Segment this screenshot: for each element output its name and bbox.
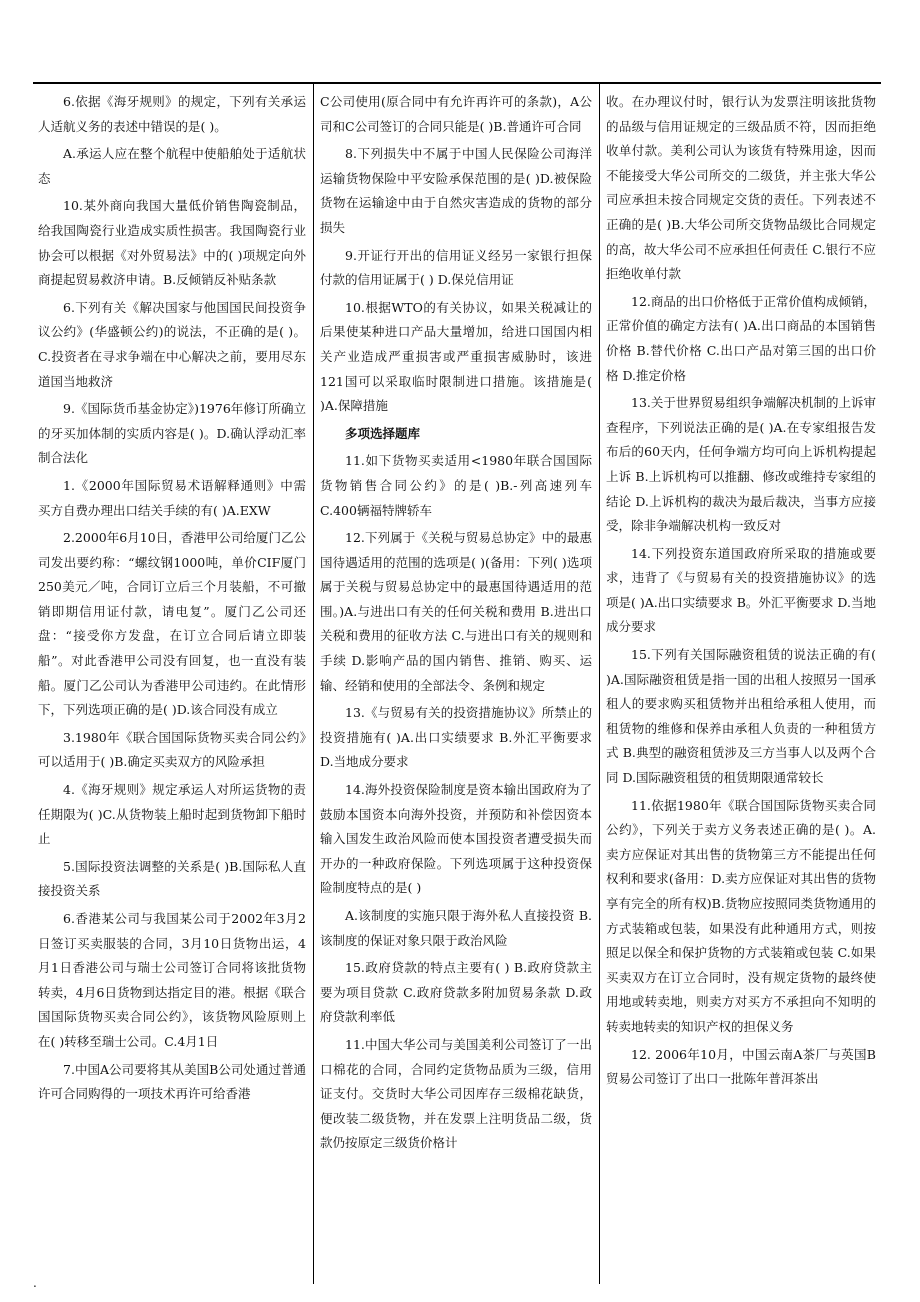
- paragraph: 4.《海牙规则》规定承运人对所运货物的责任期限为( )C.从货物装上船时起到货物卸下船时止: [38, 782, 306, 847]
- paragraph: 2.2000年6月10日，香港甲公司给厦门乙公司发出要约称：“螺纹钢1000吨，单价CIF厦门250美元／吨，合同订立后三个月装船，不可撤销即期信用证付款，请电复”。厦门乙公司还盘：“接受你方发盘，在订立合同后请立即装船”。对此香港甲公司没有回复，也一直没有装船。厦门乙公司认为香港甲公司违约。在此情形下，下列选项正确的是( )D.该合同没有成立: [38, 530, 306, 718]
- paragraph: 13.关于世界贸易组织争端解决机制的上诉审查程序，下列说法正确的是( )A.在专家组报告发布后的60天内，任何争端方均可向上诉机构提起上诉 B.上诉机构可以推翻、修改或维持专家组的结论 D.上诉机构的裁决为最后裁决，当事方应接受，除非争端解决机构一致反对: [606, 395, 876, 534]
- paragraph: 14.下列投资东道国政府所采取的措施或要求，违背了《与贸易有关的投资措施协议》的选项是( )A.出口实绩要求 B。外汇平衡要求 D.当地成分要求: [606, 545, 876, 635]
- column-separator: [599, 84, 600, 1284]
- column-middle: [320, 90, 592, 1280]
- paragraph: 8.下列损失中不属于中国人民保险公司海洋运输货物保险中平安险承保范围的是( )D.被保险货物在运输途中由于自然灾害造成的货物的部分损失: [320, 146, 592, 235]
- paragraph: 11.如下货物买卖适用<1980年联合国国际货物销售合同公约》的是( )B.-列高速列车 C.400辆福特牌轿车: [320, 453, 592, 518]
- column-right: [606, 90, 876, 1280]
- top-rule: [33, 82, 881, 84]
- column-separator: [313, 84, 314, 1284]
- column-left: [38, 90, 306, 1280]
- paragraph: 9.开证行开出的信用证义经另一家银行担保付款的信用证属于( ) D.保兑信用证: [320, 247, 592, 288]
- paragraph: 13.《与贸易有关的投资措施协议》所禁止的投资措施有( )A.出口实绩要求 B.外汇平衡要求 D.当地成分要求: [320, 705, 592, 770]
- paragraph: 12.商品的出口价格低于正常价值构成倾销，正常价值的确定方法有( )A.出口商品的本国销售价格 B.替代价格 C.出口产品对第三国的出口价格 D.推定价格: [606, 293, 876, 383]
- paragraph: 收。在办理议付时，银行认为发票注明该批货物的品级与信用证规定的三级品质不符，因而拒绝收单付款。美利公司认为该货有特殊用途，因而不能接受大华公司所交的二级货，并主张大华公司应承担未按合同规定交货的责任。下列表述不正确的是( )B.大华公司所交货物品级比合同规定的高，故大华公司不应承担任何责任 C.银行不应拒绝收单付款: [606, 94, 876, 282]
- paragraph: 11.中国大华公司与美国美利公司签订了一出口棉花的合同，合同约定货物品质为三级，信用证支付。交货时大华公司因库存三级棉花缺货，便改装二级货物，并在发票上注明货品二级，货款仍按原定三级货价格计: [320, 1036, 592, 1151]
- paragraph: 15.政府贷款的特点主要有( ) B.政府贷款主要为项目贷款 C.政府贷款多附加贸易条款 D.政府贷款利率低: [320, 960, 592, 1025]
- paragraph: C公司使用(原合同中有允许再许可的条款)，A公司和C公司签订的合同只能是( )B.普通许可合同: [320, 94, 592, 134]
- paragraph: 6.依据《海牙规则》的规定，下列有关承运人适航义务的表述中错误的是( )。: [38, 94, 306, 134]
- paragraph: 10.根据WTO的有关协议，如果关税减让的后果使某种进口产品大量增加，给进口国国内相关产业造成严重损害或严重损害威胁时，该进121国可以采取临时限制进口措施。该措施是( )A.保障措施: [320, 299, 592, 414]
- paragraph: 12.下列属于《关税与贸易总协定》中的最惠国待遇适用的范围的选项是( )(备用：下列( )选项属于关税与贸易总协定中的最惠国待遇适用的范围。)A.与进出口有关的任何关税和费用 B.进出口关税和费用的征收方法 C.与进出口有关的规则和手续 D.影响产品的国内销售、推销、购买、运输、经销和使用的全部法令、条例和规定: [320, 530, 592, 693]
- paragraph: 6.香港某公司与我国某公司于2002年3月2日签订买卖服装的合同，3月10日货物出运，4月1日香港公司与瑞士公司签订合同将该批货物转卖，4月6日货物到达指定目的港。根据《联合国国际货物买卖合同公约》，该货物风险原则上在( )转移至瑞士公司。C.4月1日: [38, 911, 306, 1049]
- paragraph: 5.国际投资法调整的关系是( )B.国际私人直接投资关系: [38, 858, 306, 899]
- paragraph: A.承运人应在整个航程中使船舶处于适航状态: [38, 146, 306, 186]
- section-heading: 多项选择题库: [345, 425, 421, 441]
- paragraph: 12. 2006年10月，中国云南A茶厂与英国B贸易公司签订了出口一批陈年普洱茶出: [606, 1046, 876, 1087]
- paragraph: 1.《2000年国际贸易术语解释通则》中需买方自费办理出口结关手续的有( )A.EXW: [38, 477, 306, 518]
- paragraph: 9.《国际货币基金协定》)1976年修订所确立的牙买加体制的实质内容是( )。D.确认浮动汇率制合法化: [38, 401, 306, 466]
- paragraph: 7.中国A公司要将其从美国B公司处通过普通许可合同购得的一项技术再许可给香港: [38, 1061, 306, 1102]
- footer-mark: .: [33, 1276, 37, 1290]
- paragraph: 11.依据1980年《联合国国际货物买卖合同公约》，下列关于卖方义务表述正确的是( )。A.卖方应保证对其出售的货物第三方不能提出任何权利和要求(备用：D.卖方应保证对其出售的货物享有完全的所有权)B.货物应按照同类货物通用的方式装箱或包装，如果没有此种通用方式，则按照足以保全和保护货物的方式装箱或包装 C.如果买卖双方在订立合同时，没有规定货物的最终使用地或转卖地，则卖方对买方不承担向不知明的转卖地转卖的知识产权的担保义务: [606, 797, 876, 1034]
- paragraph: 15.下列有关国际融资租赁的说法正确的有( )A.国际融资租赁是指一国的出租人按照另一国承租人的要求购买租赁物并出租给承租人使用，而租赁物的维修和保养由承租人负责的一种租赁方式 B.典型的融资租赁涉及三方当事人以及两个合同 D.国际融资租赁的租赁期限通常较长: [606, 647, 876, 786]
- paragraph: 10.某外商向我国大量低价销售陶瓷制品，给我国陶瓷行业造成实质性损害。我国陶瓷行业协会可以根据《对外贸易法》中的( )项规定向外商提起贸易救济申请。B.反倾销反补贴条款: [38, 198, 306, 288]
- paragraph: A.该制度的实施只限于海外私人直接投资 B.该制度的保证对象只限于政治风险: [320, 908, 592, 948]
- paragraph: 3.1980年《联合国国际货物买卖合同公约》可以适用于( )B.确定买卖双方的风险承担: [38, 729, 306, 770]
- paragraph: 14.海外投资保险制度是资本输出国政府为了鼓励本国资本向海外投资，并预防和补偿因资本输入国发生政治风险而使本国投资者遭受损失而开办的一种政府保险。下列选项属于这种投资保险制度特点的是( ): [320, 782, 592, 896]
- paragraph: 6.下列有关《解决国家与他国国民间投资争议公约》(华盛顿公约)的说法，不正确的是( )。C.投资者在寻求争端在中心解决之前，要用尽东道国当地救济: [38, 299, 306, 389]
